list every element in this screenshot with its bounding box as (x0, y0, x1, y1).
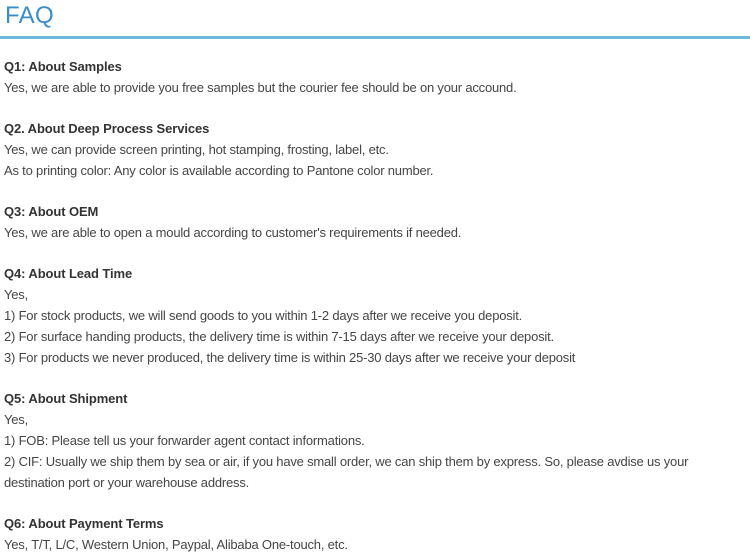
faq-section-q3 (4, 201, 746, 243)
faq-question: Q6: About Payment Terms (4, 516, 164, 531)
faq-question: Q2. About Deep Process Services (4, 121, 210, 136)
faq-answer-line: Yes, we are able to open a mould according to customer's requirements if needed. (4, 225, 462, 240)
faq-answer-line: Yes, (4, 412, 29, 427)
faq-answer-line: Yes, (4, 287, 29, 302)
page-header (0, 0, 750, 39)
faq-answer-line: Yes, we are able to provide you free samples but the courier fee should be on your accound. (4, 80, 517, 95)
faq-answer-line: Yes, we can provide screen printing, hot stamping, frosting, label, etc. (4, 142, 389, 157)
faq-question: Q4: About Lead Time (4, 266, 133, 281)
faq-question: Q3: About OEM (4, 204, 99, 219)
faq-answer-line: 2) For surface handing products, the delivery time is within 7-15 days after we receive your deposit. (4, 329, 554, 344)
page-title: FAQ (5, 2, 54, 29)
faq-question: Q5: About Shipment (4, 391, 128, 406)
faq-answer-line: 3) For products we never produced, the delivery time is within 25-30 days after we receive your deposit (4, 350, 576, 365)
faq-answer-line: 1) FOB: Please tell us your forwarder agent contact informations. (4, 433, 365, 448)
faq-section-q2 (4, 118, 746, 181)
faq-answer-line: Yes, T/T, L/C, Western Union, Paypal, Alibaba One-touch, etc. (4, 537, 348, 552)
faq-question: Q1: About Samples (4, 59, 122, 74)
faq-section-q4 (4, 263, 746, 368)
faq-answer-line: 1) For stock products, we will send goods to you within 1-2 days after we receive you deposit. (4, 308, 523, 323)
faq-answer-line: As to printing color: Any color is available according to Pantone color number. (4, 163, 434, 178)
faq-section-q1 (4, 56, 746, 98)
faq-answer-line: 2) CIF: Usually we ship them by sea or air, if you have small order, we can ship them by express. So, please avdise us your destination port or your warehouse address. (4, 454, 689, 490)
faq-section-q5 (4, 388, 746, 493)
faq-section-q6 (4, 513, 746, 555)
